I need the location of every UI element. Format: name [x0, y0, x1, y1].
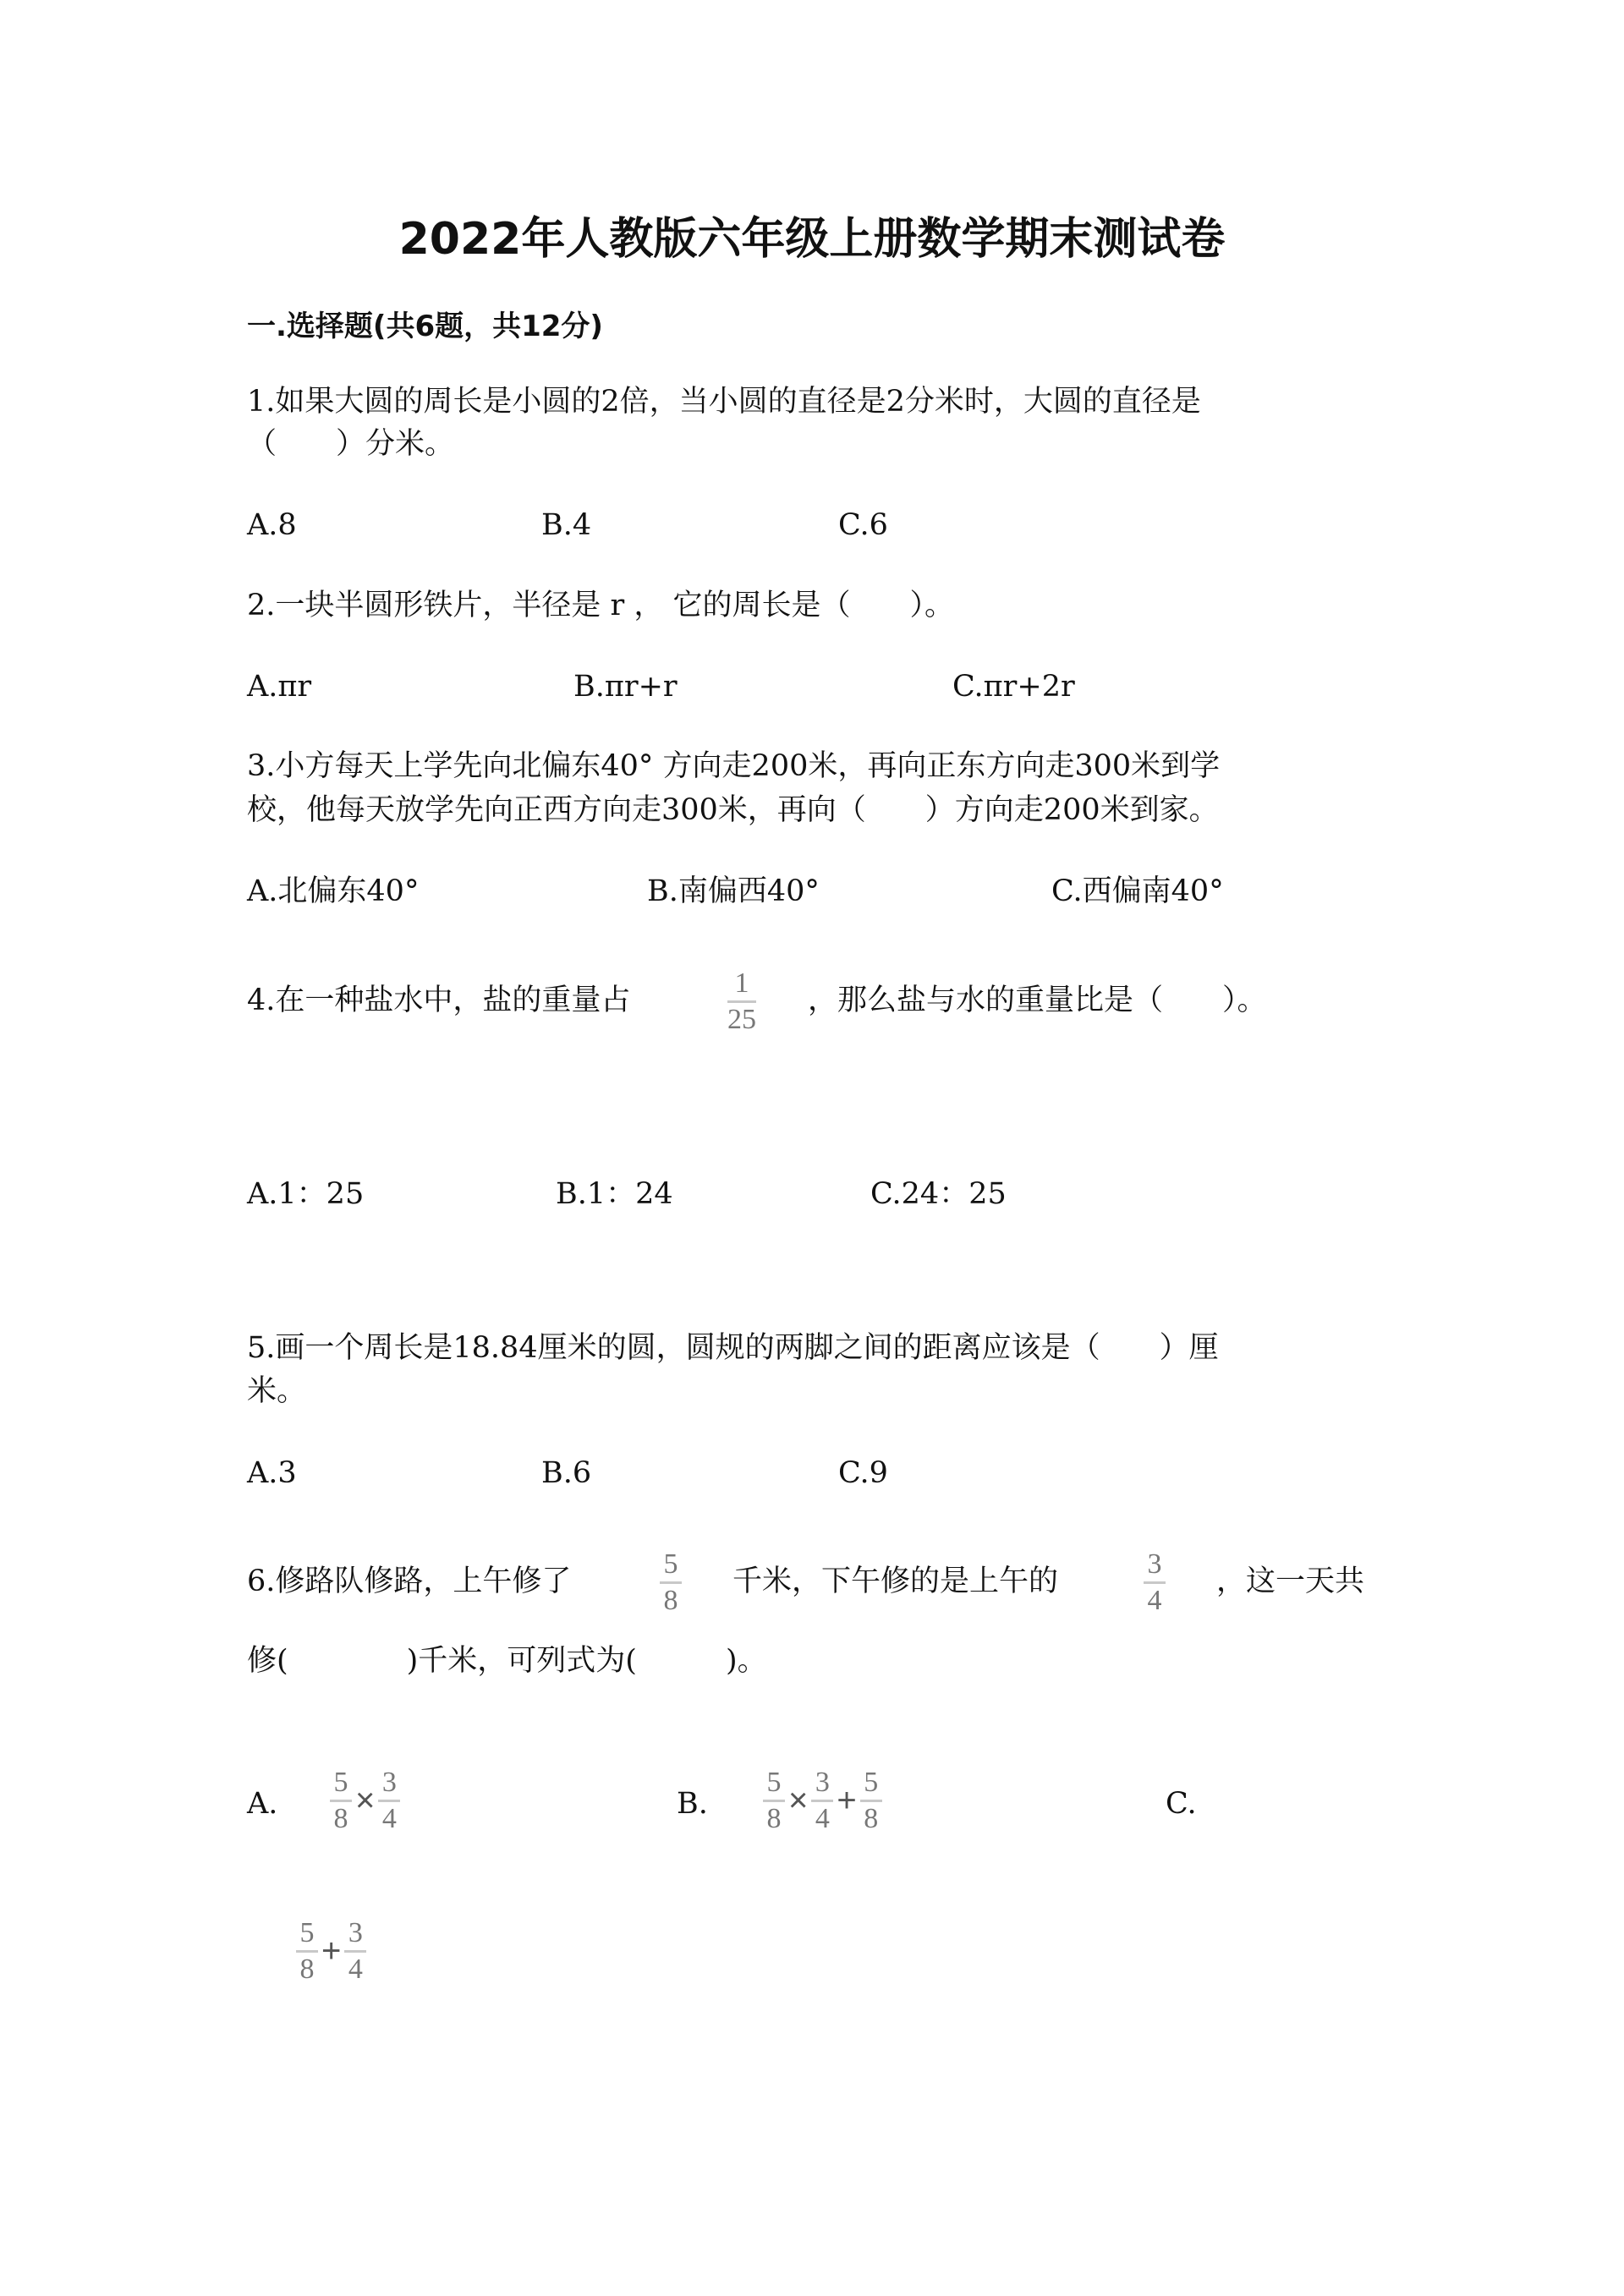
- option-b-expression: [763, 1767, 882, 1834]
- question-4-option-b: B.1：24: [556, 1177, 673, 1211]
- question-3-line-2: 校，他每天放学先向正西方向走300米，再向（ ）方向走200米到家。: [247, 793, 1219, 827]
- question-3-option-b: B.南偏西40°: [647, 874, 820, 908]
- question-2-option-c: C.πr+2r: [952, 670, 1075, 704]
- denominator: 4: [348, 1954, 363, 1985]
- fraction-bar: [660, 1581, 682, 1584]
- fraction-5-8: [660, 1549, 682, 1616]
- numerator: 5: [864, 1767, 879, 1798]
- fraction-bar: [378, 1800, 400, 1802]
- operator: +: [837, 1782, 857, 1819]
- question-2-option-b: B.πr+r: [573, 670, 678, 704]
- question-1-option-a: A.8: [247, 508, 297, 542]
- operator: +: [321, 1932, 342, 1970]
- fraction-bar: [330, 1800, 352, 1802]
- question-6-text-c: ，这一天共: [1216, 1564, 1365, 1598]
- fraction-bar: [296, 1950, 318, 1953]
- fraction-bar: [727, 1000, 756, 1003]
- numerator: 3: [815, 1767, 830, 1798]
- question-3-option-c: C.西偏南40°: [1051, 874, 1224, 908]
- option-c-expression: [296, 1918, 366, 1985]
- question-1-option-b: B.4: [541, 508, 592, 542]
- operator: ×: [355, 1782, 376, 1819]
- option-a-expression: [330, 1767, 400, 1834]
- question-1-line-1: 1.如果大圆的周长是小圆的2倍，当小圆的直径是2分米时，大圆的直径是: [247, 385, 1201, 419]
- question-5-line-1: 5.画一个周长是18.84厘米的圆，圆规的两脚之间的距离应该是（ ）厘: [247, 1331, 1219, 1365]
- question-2-option-a: A.πr: [247, 670, 312, 704]
- question-4-option-c: C.24：25: [870, 1177, 1007, 1211]
- question-3-line-1: 3.小方每天上学先向北偏东40° 方向走200米，再向正东方向走300米到学: [247, 749, 1221, 783]
- numerator: 5: [299, 1917, 315, 1948]
- question-4-option-a: A.1：25: [247, 1177, 365, 1211]
- fraction-1-25: [727, 968, 756, 1035]
- denominator: 4: [381, 1803, 397, 1834]
- denominator: 4: [1147, 1585, 1162, 1616]
- fraction-3-4: [1144, 1549, 1166, 1616]
- fraction-bar: [1144, 1581, 1166, 1584]
- question-6-line-2: 修( )千米，可列式为( )。: [247, 1644, 767, 1678]
- question-1-option-c: C.6: [838, 508, 888, 542]
- operator: ×: [788, 1782, 809, 1819]
- numerator: 3: [348, 1917, 363, 1948]
- question-6-text-a: 6.修路队修路，上午修了: [247, 1564, 572, 1598]
- numerator: 5: [333, 1767, 348, 1798]
- denominator: 8: [766, 1803, 782, 1834]
- question-6-option-a: A.: [247, 1787, 278, 1821]
- question-6-option-b: B.: [677, 1787, 708, 1821]
- question-5-option-c: C.9: [838, 1456, 888, 1490]
- question-4-text-b: ，那么盐与水的重量比是（ ）。: [808, 984, 1267, 1017]
- question-4-text-a: 4.在一种盐水中，盐的重量占: [247, 984, 631, 1017]
- numerator: 1: [734, 967, 749, 999]
- denominator: 8: [663, 1585, 678, 1616]
- section-heading: 一.选择题(共6题，共12分): [247, 310, 603, 343]
- fraction-bar: [344, 1950, 366, 1953]
- denominator: 8: [299, 1954, 315, 1985]
- denominator: 8: [864, 1803, 879, 1834]
- question-3-option-a: A.北偏东40°: [247, 874, 420, 908]
- denominator: 25: [727, 1004, 756, 1035]
- numerator: 3: [381, 1767, 397, 1798]
- question-6-text-b: 千米，下午修的是上午的: [732, 1564, 1059, 1598]
- numerator: 3: [1147, 1548, 1162, 1580]
- question-5-option-a: A.3: [247, 1456, 297, 1490]
- fraction-bar: [811, 1800, 833, 1802]
- denominator: 8: [333, 1803, 348, 1834]
- fraction-bar: [860, 1800, 882, 1802]
- page-title: 2022年人教版六年级上册数学期末测试卷: [398, 214, 1226, 265]
- numerator: 5: [663, 1548, 678, 1580]
- question-6-option-c: C.: [1166, 1787, 1197, 1821]
- denominator: 4: [815, 1803, 830, 1834]
- question-2-line-1: 2.一块半圆形铁片，半径是 r ， 它的周长是（ ）。: [247, 589, 955, 622]
- fraction-bar: [763, 1800, 785, 1802]
- question-5-line-2: 米。: [247, 1374, 307, 1408]
- question-1-line-2: （ ）分米。: [247, 427, 455, 461]
- numerator: 5: [766, 1767, 782, 1798]
- question-5-option-b: B.6: [541, 1456, 592, 1490]
